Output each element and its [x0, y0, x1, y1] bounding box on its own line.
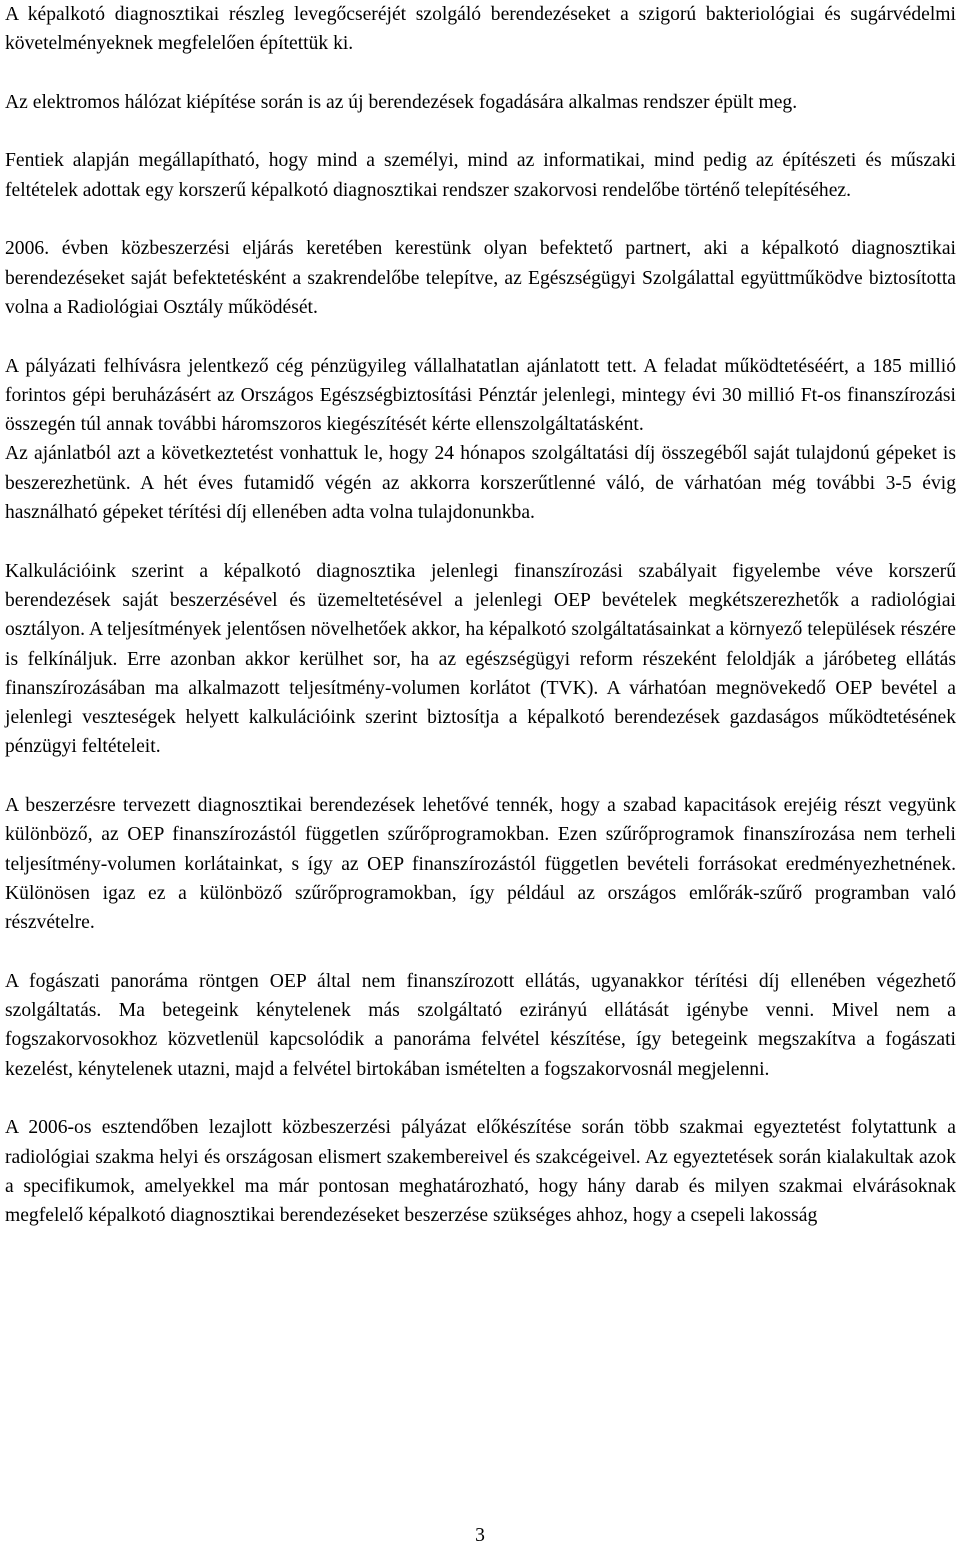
paragraph-electrical-network: Az elektromos hálózat kiépítése során is az új berendezések fogadására alkalmas rendszer épült meg.: [5, 91, 798, 113]
paragraph-tender-offer: A pályázati felhívásra jelentkező cég pénzügyileg vállalhatatlan ajánlatott tett. A feladat működtetéséért, a 185 millió forintos gépi beruházásért az Országos Egészségbiztosítási Pénztár jelenlegi, mintegy évi 30 millió Ft-os finanszírozási összegén túl annak további háromszoros kiegészítését kérte ellenszolgáltatásként.: [5, 355, 956, 436]
paragraph-offer-conclusion: Az ajánlatból azt a következtetést vonhattuk le, hogy 24 hónapos szolgáltatási díj összegéből saját tulajdonú gépeket is beszerezhetünk. A hét éves futamidő végén az akkorra korszerűtlenné váló, de várhatóan még további 3-5 évig használható gépeket térítési díj ellenében adta volna tulajdonunkba.: [5, 443, 956, 524]
paragraph-calculations: Kalkulációink szerint a képalkotó diagnosztika jelenlegi finanszírozási szabályait figyelembe véve korszerű berendezések saját beszerzésével és üzemeltetésével a jelenlegi OEP bevételek megkétszerezhetők a radiológiai osztályon. A teljesítmények jelentősen növelhetőek akkor, ha képalkotó szolgáltatásainkat a környező települések részére is felkínáljuk. Erre azonban akkor kerülhet sor, ha az egészségügyi reform részeként feloldják a járóbeteg ellátás finanszírozásában ma alkalmazott teljesítmény-volumen korlátot (TVK). A várhatóan megnövekedő OEP bevétel a jelenlegi veszteségek helyett kalkulációink szerint biztosítja a képalkotó berendezések gazdaságos működtetésének pénzügyi feltételeit.: [5, 560, 956, 758]
paragraph-procurement-2006: 2006. évben közbeszerzési eljárás keretében kerestünk olyan befektető partnert, aki a képalkotó diagnosztikai berendezéseket saját befektetésként a szakrendelőbe telepítve, az Egészségügyi Szolgálattal együttműködve biztosította volna a Radiológiai Osztály működését.: [5, 238, 956, 318]
paragraph-screening-programs: A beszerzésre tervezett diagnosztikai berendezések lehetővé tennék, hogy a szabad kapacitások erejéig részt vegyünk különböző, az OEP finanszírozástól független szűrőprogramokban. Ezen szűrőprogramok finanszírozása nem terheli teljesítmény-volumen korlátainkat, s így az OEP finanszírozástól független bevételi forrásokat eredményezhetnének. Különösen igaz ez a különböző szűrőprogramokban, így például az országos emlőrák-szűrő programban való részvételre.: [5, 795, 956, 934]
paragraph-ventilation: A képalkotó diagnosztikai részleg levegőcseréjét szolgáló berendezéseket a szigorú bakteriológiai és sugárvédelmi követelményeknek megfelelően építettük ki.: [5, 4, 956, 55]
paragraph-dental-panorama: A fogászati panoráma röntgen OEP által nem finanszírozott ellátás, ugyanakkor térítési díj ellenében végezhető szolgáltatás. Ma betegeink kénytelenek más szolgáltató ezirányú ellátását igénybe venni. Mivel nem a fogszakorvosokhoz közvetlenül kapcsolódik a panoráma felvétel készítése, így betegeink megszakítva a fogászati kezelést, kénytelenek utazni, majd a felvétel birtokában ismételten a fogszakorvosnál megjelenni.: [5, 970, 956, 1080]
page-number: 3: [475, 1525, 485, 1546]
paragraph-conditions: Fentiek alapján megállapítható, hogy mind a személyi, mind az informatikai, mind pedig az építészeti és műszaki feltételek adottak egy korszerű képalkotó diagnosztikai rendszer szakorvosi rendelőbe történő telepítéséhez.: [5, 150, 956, 201]
document-body: [5, 0, 956, 1230]
paragraph-consultations: A 2006-os esztendőben lezajlott közbeszerzési pályázat előkészítése során több szakmai egyeztetést folytattunk a radiológiai szakma helyi és országosan elismert szakembereivel és szakcégeivel. Az egyeztetések során kialakultak azok a specifikumok, amelyekkel ma már pontosan meghatározható, hogy hány darab és milyen szakmai elvárásoknak megfelelő képalkotó diagnosztikai berendezéseket beszerzése szükséges ahhoz, hogy a csepeli lakosság: [5, 1117, 956, 1227]
